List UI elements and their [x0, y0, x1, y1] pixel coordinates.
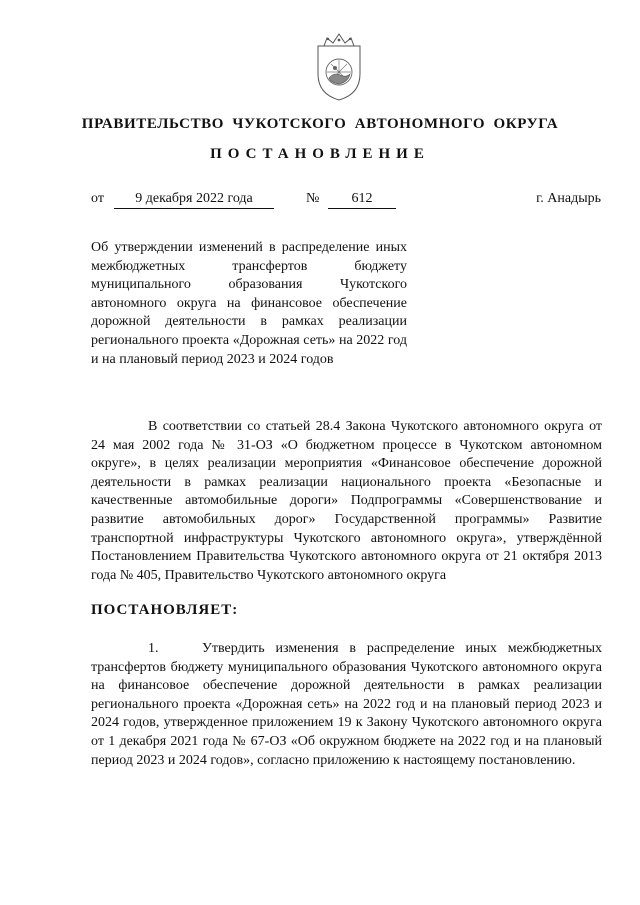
number-sign: №: [306, 191, 320, 206]
document-subject: Об утверждении изменений в распределение иных межбюджетных трансфертов бюджету муниципального образования Чукотского автономного округа на финансовое обеспечение дорожной деятельности в рамках реализации регионального проекта «Дорожная сеть» на 2022 год и на плановый период 2023 и 2024 годов: [91, 240, 407, 367]
clause-1: [91, 640, 602, 770]
government-title: ПРАВИТЕЛЬСТВО ЧУКОТСКОГО АВТОНОМНОГО ОКРУГА: [81, 116, 559, 132]
date-prefix: от: [91, 191, 104, 206]
chukotka-coat-of-arms-icon: [306, 28, 372, 104]
clause-1-number: 1.: [148, 641, 159, 656]
document-number: 612: [328, 190, 396, 209]
decree-heading: ПОСТАНОВЛЯЕТ:: [91, 602, 239, 618]
preamble-paragraph: В соответствии со статьей 28.4 Закона Чукотского автономного округа от 24 мая 2002 года № 31-ОЗ «О бюджетном процессе в Чукотском автономном округе», в целях реализации мероприятия «Финансовое обеспечение дорожной деятельности в рамках реализации национального проекта «Безопасные и качественные автомобильные дороги» Подпрограммы «Совершенствование и развитие автомобильных дорог» Государственной программы» Развитие транспортной инфраструктуры Чукотского автономного округа», утверждённой Постановлением Правительства Чукотского автономного округа от 21 октября 2013 года № 405, Правительство Чукотского автономного округа: [91, 419, 602, 583]
document-type: ПОСТАНОВЛЕНИЕ: [210, 146, 430, 162]
document-city: г. Анадырь: [536, 191, 601, 206]
document-date: 9 декабря 2022 года: [114, 190, 274, 209]
clause-1-text: Утвердить изменения в распределение иных межбюджетных трансфертов бюджету муниципального образования Чукотского автономного округа на финансовое обеспечение дорожной деятельности в рамках реализации регионального проекта «Дорожная сеть» на 2022 год и на плановый период 2023 и 2024 годов, утвержденное приложением 19 к Закону Чукотского автономного округа от 1 декабря 2021 года № 67-ОЗ «Об окружном бюджете на 2022 год и на плановый период 2023 и 2024 годов», согласно приложению к настоящему постановлению.: [91, 641, 602, 768]
